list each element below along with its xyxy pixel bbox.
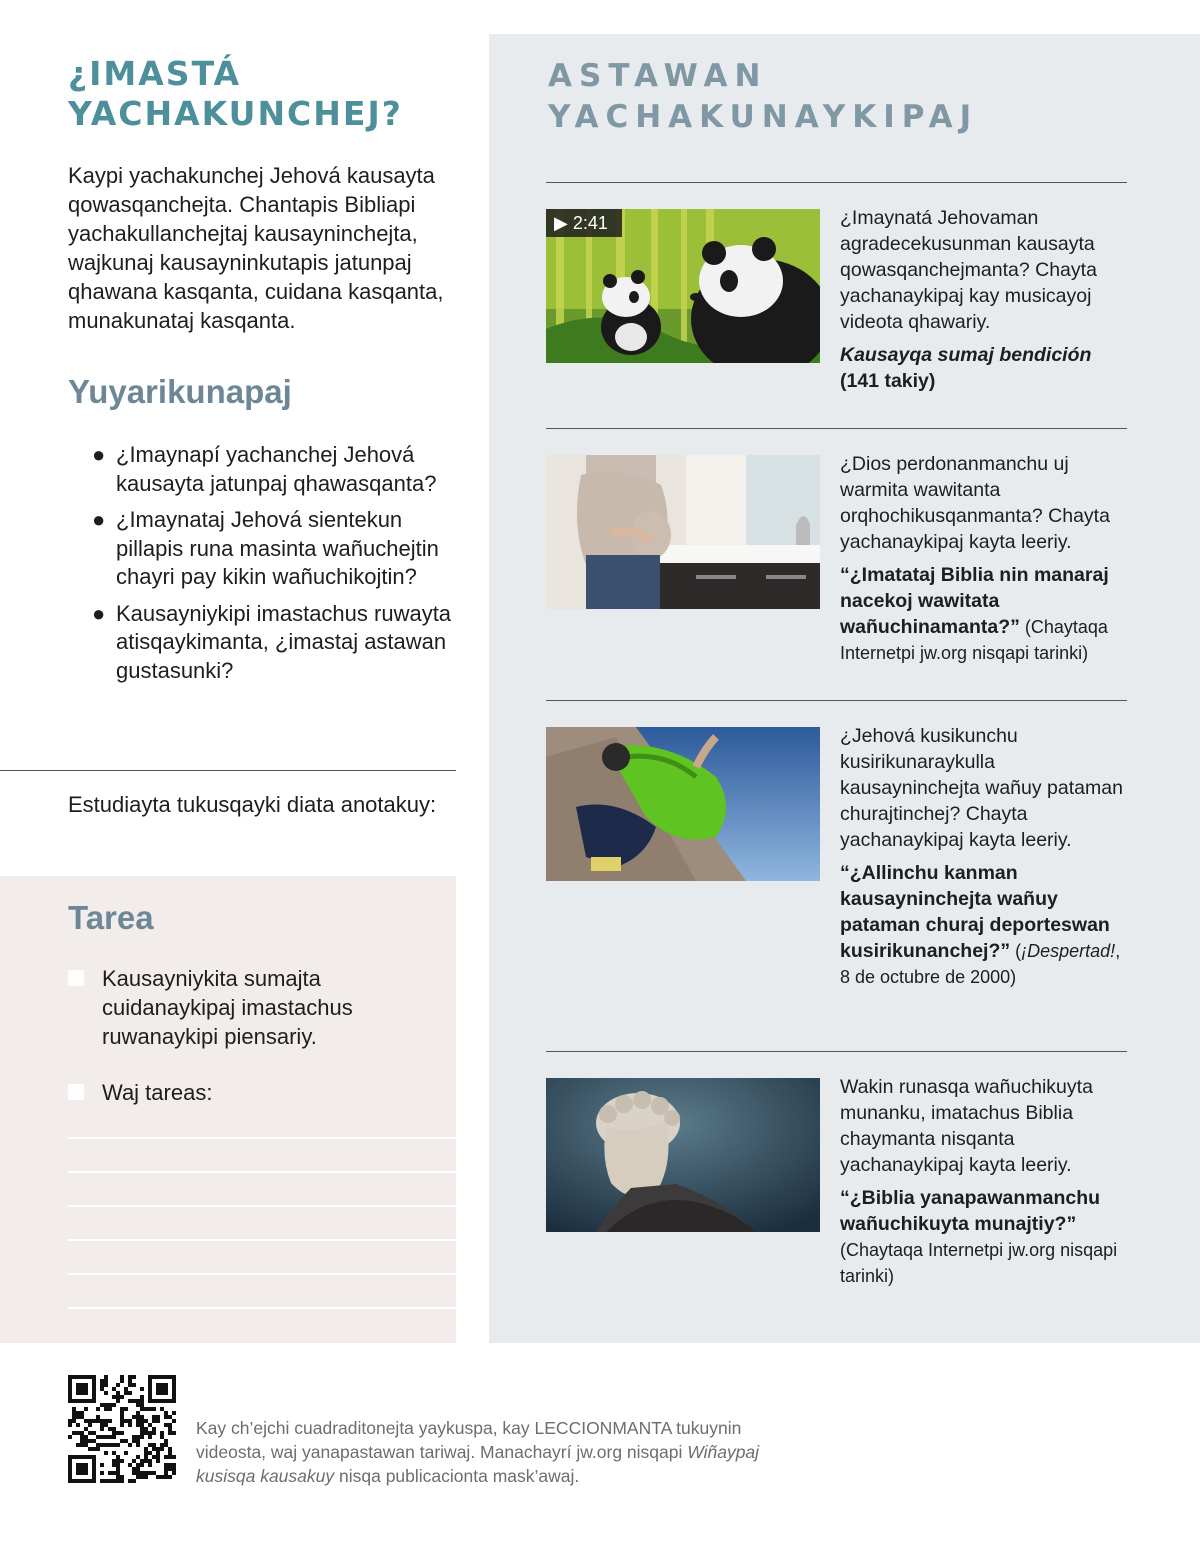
explore-title-line1: ASTAWAN [548, 58, 768, 94]
article-source: (Chaytaqa Internetpi jw.org nisqapi tarinki) [840, 1240, 1118, 1286]
pregnant-woman-photo [546, 455, 820, 609]
qr-code-icon[interactable] [68, 1375, 176, 1483]
write-line[interactable] [68, 1205, 456, 1207]
review-item-text: ¿Imaynapí yachanchej Jehová kausayta jatunpaj qhawasqanta? [116, 442, 437, 496]
left-divider [0, 770, 456, 771]
footer-text-part2: nisqa publicacionta mask’awaj. [334, 1466, 580, 1486]
article-title[interactable]: “¿Biblia yanapawanmanchu wañuchikuyta munajtiy?” [840, 1187, 1101, 1235]
review-heading: Yuyarikunapaj [68, 373, 292, 410]
checkbox[interactable] [68, 970, 84, 986]
video-title[interactable]: Kausayqa sumaj bendición [840, 344, 1092, 366]
article-title[interactable]: “¿Imatataj Biblia nin manaraj nacekoj wawitata wañuchinamanta?” [840, 564, 1109, 638]
publication-title: Wiñaypaj kusisqa kausakuy [196, 1442, 760, 1486]
magazine-name: ¡Despertad! [1021, 941, 1116, 961]
write-line[interactable] [68, 1307, 456, 1309]
review-item [92, 600, 456, 686]
summary-title-line1: ¿IMASTÁ [68, 54, 242, 93]
task-item [68, 1078, 448, 1107]
task-item-text: Waj tareas: [102, 1080, 213, 1105]
task-item [68, 964, 448, 1051]
explore-title-line2: YACHAKUNAYKIPAJ [548, 99, 979, 135]
review-item-text: Kausayniykipi imastachus ruwayta atisqaykimanta, ¿imastaj astawan gustasunki? [116, 600, 452, 683]
study-date-note: Estudiayta tukusqayki diata anotakuy: [68, 792, 437, 817]
review-item-text: ¿Imaynataj Jehová sientekun pillapis runa masinta wañuchejtin chayri pay kikin wañuchikojtin? [116, 507, 439, 589]
explore-divider [546, 1051, 1127, 1052]
rock-climber-photo [546, 727, 820, 881]
article-source: (¡Despertad!, 8 de octubre de 2000) [840, 941, 1121, 987]
summary-title [68, 54, 448, 134]
bullet-icon: ● [92, 507, 106, 532]
explore-item-title[interactable] [840, 1185, 1130, 1289]
write-line[interactable] [68, 1171, 456, 1173]
explore-item-title[interactable] [840, 860, 1130, 990]
video-duration-badge[interactable]: ▶ 2:41 [546, 209, 622, 237]
article-title[interactable]: “¿Allinchu kanman kausayninchejta wañuy pataman churaj deporteswan kusirikunanchej?” [840, 862, 1110, 962]
article-source: (Chaytaqa Internetpi jw.org nisqapi tarinki) [840, 617, 1108, 663]
explore-item-text [840, 723, 1130, 990]
write-line[interactable] [68, 1239, 456, 1241]
footer-text [196, 1416, 816, 1488]
review-item [92, 506, 456, 592]
bullet-icon: ● [92, 600, 106, 626]
write-line[interactable] [68, 1137, 456, 1139]
explore-divider [546, 700, 1127, 701]
review-list [92, 441, 456, 693]
explore-divider [546, 182, 1127, 183]
explore-item-text [840, 205, 1130, 394]
explore-item-text [840, 451, 1130, 666]
explore-item-description: ¿Jehová kusikunchu kusirikunaraykulla kausayninchejta wañuy pataman churajtinchej? Chayta yachanaykipaj kayta leeriy. [840, 725, 1123, 851]
explore-item-description: ¿Dios perdonanmanchu uj warmita wawitanta orqhochikusqanmanta? Chayta yachanaykipaj kayta leeriy. [840, 453, 1110, 553]
explore-divider [546, 428, 1127, 429]
bullet-icon: ● [92, 442, 106, 467]
summary-text: Kaypi yachakunchej Jehová kausayta qowasqanchejta. Chantapis Bibliapi yachakullanchejtaj kausayninchejta, wajkunaj kausayninkutapis jatunpaj qhawana kasqanta, cuidana kasqanta, munakunataj kasqanta. [68, 163, 444, 333]
review-item [92, 441, 456, 498]
explore-item-text [840, 1074, 1130, 1289]
task-item-text: Kausayniykita sumajta cuidanaykipaj imastachus ruwanaykipi piensariy. [102, 966, 353, 1049]
task-heading: Tarea [68, 899, 154, 936]
grieving-man-statue-illustration [546, 1078, 820, 1232]
explore-item-title[interactable] [840, 562, 1130, 666]
explore-item-description: Wakin runasqa wañuchikuyta munanku, imatachus Biblia chaymanta nisqanta yachanaykipaj kayta leeriy. [840, 1076, 1093, 1176]
summary-title-line2: YACHAKUNCHEJ? [68, 94, 403, 133]
explore-item-title[interactable] [840, 342, 1130, 394]
footer-text-part1: Kay ch’ejchi cuadraditonejta yaykuspa, kay LECCIONMANTA tukuynin videosta, waj yanapastawan tariwaj. Manachayrí jw.org nisqapi [196, 1418, 742, 1462]
checkbox[interactable] [68, 1084, 84, 1100]
explore-title [548, 56, 1108, 138]
write-line[interactable] [68, 1273, 456, 1275]
explore-item-description: ¿Imaynatá Jehovaman agradecekusunman kausayta qowasqanchejmanta? Chayta yachanaykipaj kay musicayoj videota qhawariy. [840, 207, 1097, 333]
video-title-suffix: (141 takiy) [840, 370, 936, 392]
